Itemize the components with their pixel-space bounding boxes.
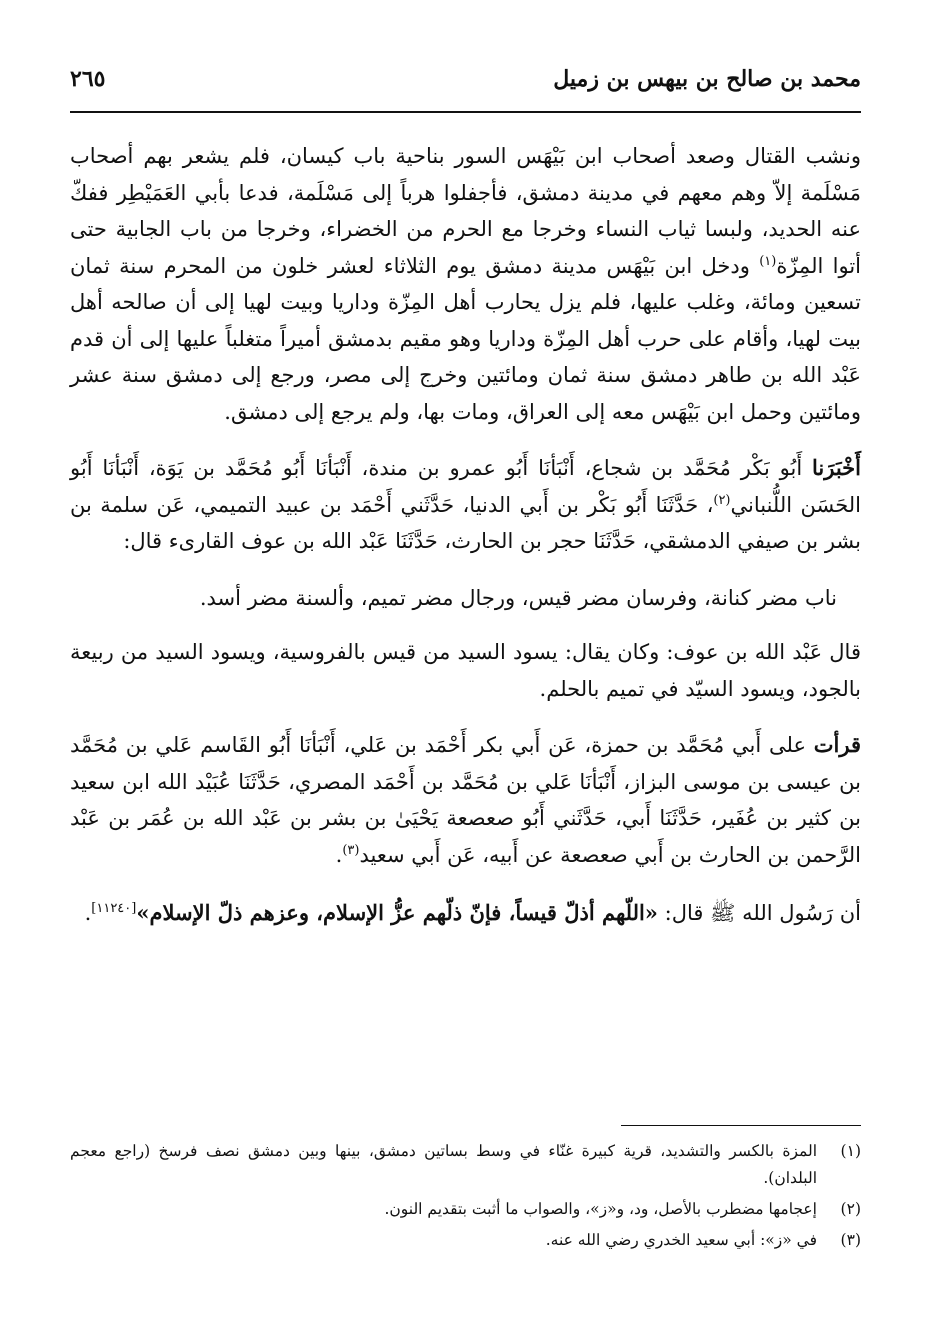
footnote-ref-1[interactable]: (١) [759,253,777,269]
paragraph-5 [70,727,861,873]
paragraph-2-lead: أَخْبَرَنا [812,455,861,480]
footnote-3-text: في «ز»: أبي سعيد الخدري رضي الله عنه. [545,1231,817,1249]
main-text [70,138,861,932]
footnote-3-number: (٣) [840,1231,861,1249]
paragraph-4: قال عَبْد الله بن عوف: وكان يقال: يسود السيد من قيس بالفروسية، ويسود السيد من ربيعة بالجود، ويسود السيّد في تميم بالحلم. [70,640,861,701]
footnote-2 [70,1196,861,1223]
paragraph-1 [70,138,861,430]
header-divider [70,111,861,113]
footnote-2-number: (٢) [840,1200,861,1218]
footnotes [70,1138,861,1258]
paragraph-5-text: على أَبي مُحَمَّد بن حمزة، عَن أَبي بكر أَحْمَد بن عَلي، أَنْبَأنَا أَبُو القَاسم عَلي بن مُحَمَّد بن عيسى بن موسى البزاز، أَنْبَأنَا عَلي بن مُحَمَّد بن أَحْمَد المصري، حَدَّثَنَا عُبَيْد الله ابن سعيد بن كثير بن عُفَير، حَدَّثَنَا أَبي، حَدَّثَني أَبُو صعصعة يَحْيَىٰ بن بشر بن عَبْد الله بن عُمَر بن عَبْد الرَّحمن بن الحارث بن أَبي صعصعة عن أَبيه، عَن أَبي سعيد [70,733,861,867]
paragraph-6-end: . [84,901,92,925]
paragraph-6 [70,895,861,932]
paragraph-3: ناب مضر كنانة، وفرسان مضر قيس، ورجال مضر تميم، وألسنة مضر أسد. [199,585,837,610]
hadith-quote: «اللّهم أذلّ قيساً، فإنّ ذلّهم عزُّ الإسلام، وعزهم ذلّ الإسلام» [136,900,658,925]
running-header [70,66,861,106]
footnote-divider [621,1125,861,1126]
paragraph-1-text: ونشب القتال وصعد أصحاب ابن بَيْهَس السور بناحية باب كيسان، فلم يشعر بهم أصحاب مَسْلَمة إلاّ وهم معهم في مدينة دمشق، فأجفلوا هرباً إلى مَسْلَمة، فدعا بأبي العَمَيْطِر ففكّ عنه الحديد، ولبسا ثياب النساء وخرجا مع الحرم من الخضراء، وخرجا من باب الجابية حتى أتوا المِزّة [70,144,861,278]
footnote-3 [70,1227,861,1254]
paragraph-2 [70,450,861,560]
paragraph-2-continuation: ، حَدَّثَنَا أَبُو بَكْر بن أَبي الدنيا، حَدَّثَني أَحْمَد بن عبيد التميمي، عَن سلمة بن بشر بن صيفي الدمشقي، حَدَّثَنَا حجر بن الحارث، حَدَّثَنَا عَبْد الله بن عوف القارىء قال: [70,492,861,553]
footnote-1-text: المزة بالكسر والتشديد، قرية كبيرة غنّاء في وسط بساتين دمشق، بينها وبين دمشق نصف فرسخ (راجع معجم البلدان). [70,1142,817,1187]
paragraph-1-continuation: ودخل ابن بَيْهَس مدينة دمشق يوم الثلاثاء لعشر خلون من المحرم سنة ثمان تسعين ومائة، وغلب عليها، فلم يزل يحارب أهل المِزّة وداريا وبيت لهيا إلى أن صالحه أهل بيت لهيا، وأقام على حرب أهل المِزّة وداريا وهو مقيم بدمشق أميراً متغلباً عليها إلى أن قدم عَبْد الله بن طاهر دمشق سنة ثمان ومائتين وخرج إلى مصر، ورجع إلى دمشق سنة عشر ومائتين وحمل ابن بَيْهَس معه إلى العراق، ومات بها، ولم يرجع إلى دمشق. [70,253,861,424]
footnote-ref-3[interactable]: (٣) [342,842,360,858]
footnote-1 [70,1138,861,1192]
footnote-ref-2[interactable]: (٢) [713,492,731,508]
paragraph-5-end: . [335,842,343,867]
header-title: محمد بن صالح بن بيهس بن زميل [553,66,861,92]
footnote-1-number: (١) [840,1142,861,1160]
page-number: ٢٦٥ [70,66,106,92]
paragraph-2-text: أَبُو بَكْر مُحَمَّد بن شجاع، أَنْبَأنَا أَبُو عمرو بن مندة، أَنْبَأنَا أَبُو مُحَمَّد بن يَوَة، أَنْبَأنَا أَبُو الحَسَن اللُّنباني [70,456,861,517]
paragraph-5-lead: قرأت [813,732,861,757]
hadith-number: [١١٢٤٠] [91,901,137,916]
paragraph-6-intro: أن رَسُول الله ﷺ قال: [657,901,861,925]
footnote-2-text: إعجامها مضطرب بالأصل، ود، و«ز»، والصواب ما أثبت بتقديم النون. [384,1200,817,1218]
